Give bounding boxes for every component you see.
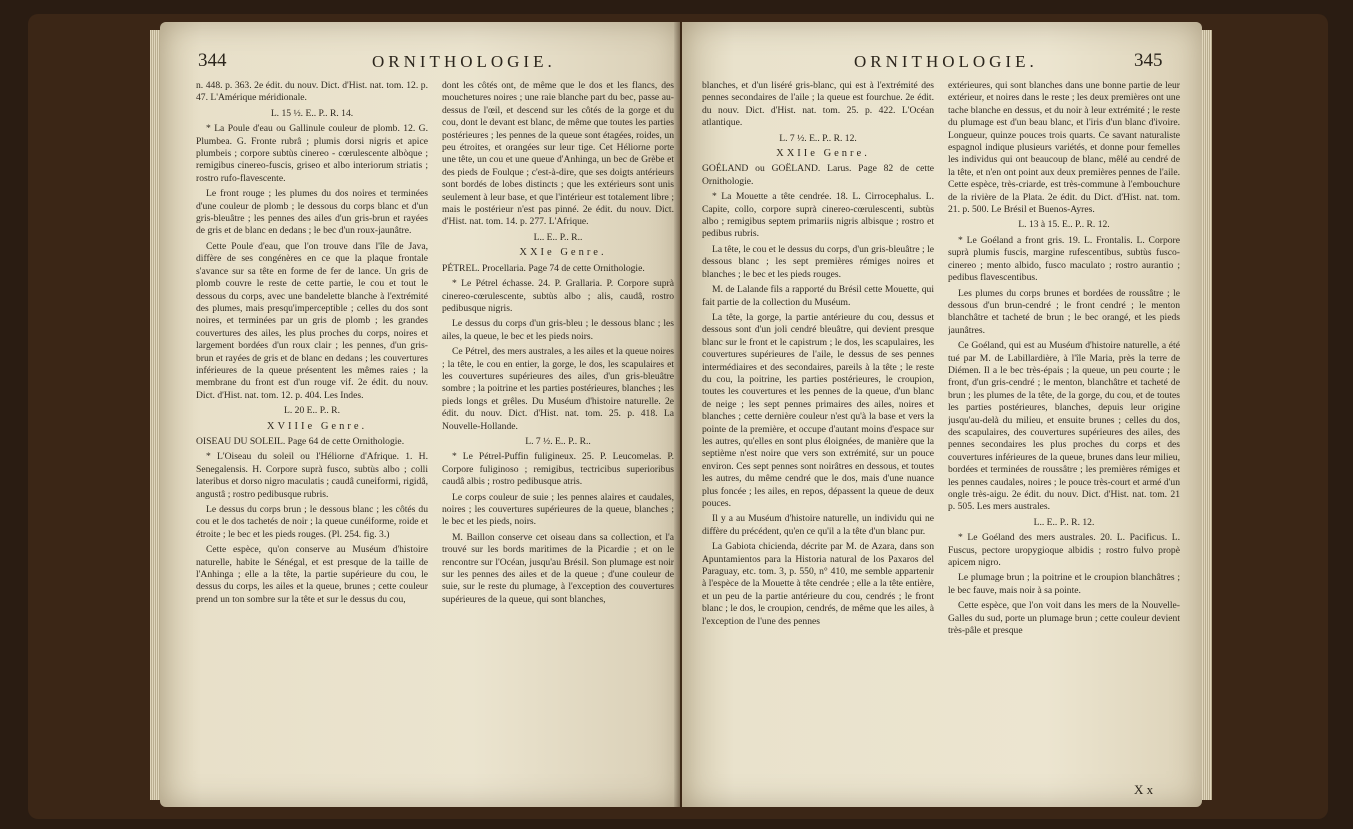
genre-heading: XVIIIe Genre. — [266, 420, 368, 432]
left-column-2 — [442, 80, 674, 785]
genus-title: GOÉLAND ou GOËLAND. Larus. Page 82 de cette Ornithologie. — [702, 163, 934, 187]
genus-title: OISEAU DU SOLEIL. Page 64 de cette Ornithologie. — [196, 435, 405, 447]
species-entry: * Le Pétrel échasse. 24. P. Grallaria. P. Corpore suprà cinereo-cœrulescente, subtùs albo ; alis, caudâ, rostro pedibusque nigris. — [442, 278, 674, 314]
measurements: L.. E.. P.. R.. — [533, 231, 583, 243]
right-column-2 — [948, 80, 1180, 785]
left-page — [160, 22, 680, 807]
left-column-1 — [196, 80, 428, 785]
paragraph: La tête, le cou et le dessus du corps, d'un gris-bleuâtre ; le dessous blanc ; les sept premières rémiges noires et blanches ; le bec et les pieds rouges. — [702, 243, 934, 280]
left-page-header — [160, 50, 680, 76]
measurements: L. 15 ½. E.. P.. R. 14. — [270, 107, 354, 119]
running-head: ORNITHOLOGIE. — [372, 52, 556, 71]
paragraph: La Gabiota chicienda, décrite par M. de Azara, dans son Apuntamientos para la Historia natural de los Paxaros del Paraguay, etc. tom. 3, p. 550, n° 410, me semble appartenir à l'espèce de la Mouette à tête cendrée ; elle a la tête entière, et un peu de la partie antérieure du cou, cendrés ; le front blanc ; le dos, le croupion, cendrés, de même que les ailes, à l'exception de l'une des pennes — [702, 541, 934, 627]
page-number: 345 — [1134, 50, 1163, 71]
right-page — [682, 22, 1202, 807]
species-entry: * Le Goéland des mers australes. 20. L. Pacificus. L. Fuscus, pectore uropygioque albidis ; rostro fulvo propè apicem nigro. — [948, 532, 1180, 569]
paragraph: La tête, la gorge, la partie antérieure du cou, dessus et dessous sont d'un joli cendré bleuâtre, qui devient presque blanc sur le front et le capistrum ; le dos, les scapulaires, les couvertures supérieures de l'aile, le dessus de ses pennes intermédiaires et des secondaires, pareils à la tête ; le reste du cou, la poitrine, les parties postérieures, le croupion, toutes les couvertures et les pennes de la queue, d'un blanc de neige ; les sept pennes primaires des ailes, noires et blanches ; cette dernière couleur n'est qu'à la base et vers la pointe de la première, et occupe d'autant moins d'espace sur les autres, qu'elles en sont plus éloignées, de manière que la septième n'est noire que vers son extrémité, sur un pouce environ. Ces sept pennes sont noirâtres en dessous, et toutes les autres, du même cendré que le dos, mais d'une nuance plus foncée ; les ailes, en repos, dépassent la queue de deux pouces. — [702, 311, 934, 509]
genre-heading: XXIIe Genre. — [776, 148, 870, 160]
paragraph: dont les côtés ont, de même que le dos et les flancs, des mouchetures noires ; une raie blanche part du bec, passe au-dessus de l'œil, et descend sur les côtés de la gorge et du cou, dont le devant est blanc, de même que toutes les parties postérieures ; les pennes de la queue sont étagées, roides, un peu étroites, et orangées sur leur tige. Cet Héliorne porte une tête, un cou et une queue d'Anhinga, un bec de Grèbe et des pieds de Foulque ; c'est-à-dire, que ses doigts antérieurs sont bordés de lobes distincts ; que les extérieurs sont unis seulement à leur base, et que l'intérieur est totalement libre ; mais le postérieur n'est pas pinné. 2e édit. du nouv. Dict. d'Hist. nat. tom. 14. p. 277. L'Afrique. — [442, 80, 674, 228]
paragraph: M. de Lalande fils a rapporté du Brésil cette Mouette, qui fait partie de la collection du Muséum. — [702, 284, 934, 308]
measurements: L. 7 ½. E.. P.. R.. — [525, 435, 591, 447]
species-entry: * Le Pétrel-Puffin fuligineux. 25. P. Leucomelas. P. Corpore fuliginoso ; remigibus, tectricibus superioribus caudâ albis ; rostro pedibusque atris. — [442, 451, 674, 488]
page-edges-left — [150, 30, 160, 800]
signature-mark: X x — [1134, 782, 1154, 797]
measurements: L. 13 à 15. E.. P.. R. 12. — [1018, 219, 1110, 231]
right-column-1 — [702, 80, 934, 785]
genre-heading: XXIe Genre. — [519, 247, 607, 259]
paragraph: Cette Poule d'eau, que l'on trouve dans l'île de Java, diffère de ses congénères en ce que la plaque frontale s'avance sur sa tête en forme de fer de lance. Un gris de plomb couvre le reste de cette partie, le cou et tout le dessous du corps, avec une bandelette blanche à l'extrémité des plumes, mais presqu'imperceptible ; celles du dos sont noires, et terminées par un gris de plomb ; les grandes couvertures des ailes, les plus proches du corps, noires et largement bordées d'un roux clair ; les pennes, d'un gris-brun et rayées de gris et de blanc en dedans ; les couvertures inférieures de la queue présentent les mêmes raies ; la membrane du front est d'un rouge vif. 2e édit. du nouv. Dict. d'Hist. nat. tom. 12. p. 404. Les Indes. — [196, 240, 428, 401]
paragraph: Il y a au Muséum d'histoire naturelle, un individu qui ne diffère du précédent, qu'en ce qu'il a la tête d'un blanc pur. — [702, 513, 934, 537]
species-entry: * La Poule d'eau ou Gallinule couleur de plomb. 12. G. Plumbea. G. Fronte rubrâ ; plumis dorsi nigris et apice plumbeis ; corpore subtùs cinereo - cœrulescente albòque ; remigibus cinereo-fuscis, griseo et albo interiorum striatis ; rostro rufo-flavescente. — [196, 123, 428, 184]
paragraph: Cette espèce, qu'on conserve au Muséum d'histoire naturelle, habite le Sénégal, et est presque de la taille de l'Anhinga ; elle a la tête, la partie supérieure du cou, le dessus du corps, les ailes et la queue, brunes ; cette couleur prend un ton sombre sur la tête et sur le dessus du cou, — [196, 544, 428, 605]
measurements: L.. E.. P.. R. 12. — [1033, 516, 1095, 528]
genus-title: PÉTREL. Procellaria. Page 74 de cette Ornithologie. — [442, 262, 645, 274]
species-entry: * La Mouette a tête cendrée. 18. L. Cirrocephalus. L. Capite, collo, corpore suprà cinereo-cœrulescenti, subtùs albo ; remigibus septem primariis nigris albisque ; rostro et pedibus rubris. — [702, 191, 934, 240]
measurements: L. 7 ½. E.. P.. R. 12. — [779, 132, 857, 144]
species-entry: * L'Oiseau du soleil ou l'Héliorne d'Afrique. 1. H. Senegalensis. H. Corpore suprà fusco, subtùs albo ; colli lateribus et dorso nigro maculatis ; caudâ cuneiformi, rigidâ, angustâ ; rostro pedibusque rubris. — [196, 451, 428, 500]
right-page-header — [682, 50, 1202, 76]
paragraph: Cette espèce, que l'on voit dans les mers de la Nouvelle-Galles du sud, porte un plumage brun ; cette couleur devient très-pâle et presque — [948, 600, 1180, 637]
page-edges-right — [1202, 30, 1212, 800]
paragraph: Le corps couleur de suie ; les pennes alaires et caudales, noires ; les couvertures supérieures de la queue, blanches ; le bec et les pieds, noirs. — [442, 491, 674, 528]
paragraph: n. 448. p. 363. 2e édit. du nouv. Dict. d'Hist. nat. tom. 12. p. 47. L'Amérique méridionale. — [196, 80, 428, 104]
running-head: ORNITHOLOGIE. — [854, 52, 1038, 71]
paragraph: Le dessus du corps d'un gris-bleu ; le dessous blanc ; les ailes, la queue, le bec et les pieds noirs. — [442, 318, 674, 342]
measurements: L. 20 E.. P.. R. — [284, 405, 340, 417]
species-entry: * Le Goéland a front gris. 19. L. Frontalis. L. Corpore suprà plumis fuscis, margine rufescentibus, subtùs fusco-cinereo ; mento albido, fusco maculato ; rostro aurantio ; pedibus flavescentibus. — [948, 234, 1180, 284]
paragraph: blanches, et d'un liséré gris-blanc, qui est à l'extrémité des pennes secondaires de l'aile ; la queue est fourchue. 2e édit. du nouv. Dict. d'Hist. nat. tom. 25. p. 422. L'Océan atlantique. — [702, 80, 934, 129]
paragraph: Ce Goéland, qui est au Muséum d'histoire naturelle, a été tué par M. de Labillardière, à l'île Maria, près la terre de Diémen. Il a le bec très-épais ; la queue, un peu courte ; le front, d'un gris-cendré ; le menton, blanchâtre et tacheté de brun ; les plumes de la tête, de la gorge, du cou, et de toutes les parties postérieures, blanches, depuis leur origine jusqu'au-delà du milieu, et ensuite brunes ; celles du dos, des scapulaires, des couvertures supérieures des ailes, des pennes secondaires les plus proches du corps et des couvertures inférieures de la queue, brunes dans leur milieu, bordées et terminées de roussâtre ; les premières rémiges et les pennes caudales, noires ; le pouce très-court et armé d'un ongle très-aigu. 2e édit. du nouv. Dict. d'Hist. nat. tom. 21 p. 505. Les mers australes. — [948, 340, 1180, 513]
paragraph: extérieures, qui sont blanches dans une bonne partie de leur extérieur, et noires dans le reste ; les deux premières ont une tache blanche en dessus, et du noir à leur extrémité ; le reste du plumage est d'un beau blanc, et l'iris d'un blanc d'ivoire. Longueur, quinze pouces trois quarts. Ce savant naturaliste espagnol indique plusieurs variétés, et donne pour femelles les individus qui ont beaucoup de blanc, mêlé au cendré de la tête, et n'en ont point aux deux premières pennes de l'aile. Cette espèce, très-criarde, est très-commune à l'embouchure de la rivière de la Plata. 2e édit. du Dict. d'Hist. nat. tom. 21. p. 500. Le Brésil et Buenos-Ayres. — [948, 80, 1180, 216]
paragraph: Le dessus du corps brun ; le dessous blanc ; les côtés du cou et le dos tachetés de noir ; la queue cunéiforme, roide et étroite ; le bec et les pieds rouges. (Pl. 254. fig. 3.) — [196, 504, 428, 540]
paragraph: Le plumage brun ; la poitrine et le croupion blanchâtres ; le bec fauve, mais noir à sa pointe. — [948, 572, 1180, 596]
page-number: 344 — [198, 50, 227, 71]
paragraph: Ce Pétrel, des mers australes, a les ailes et la queue noires ; la tête, le cou en entier, la gorge, le dos, les scapulaires et les couvertures supérieures des ailes, d'un gris-bleuâtre sombre ; la poitrine et les parties postérieures, blanches ; les pieds longs et grêles. Du Muséum d'histoire naturelle. 2e édit. du nouv. Dict. d'Hist. nat. tom. 25. p. 418. La Nouvelle-Hollande. — [442, 346, 674, 432]
paragraph: Les plumes du corps brunes et bordées de roussâtre ; le dessous d'un brun-cendré ; le front cendré ; le menton blanchâtre et tacheté de brun ; le bec orangé, et les pieds jaunâtres. — [948, 287, 1180, 336]
paragraph: Le front rouge ; les plumes du dos noires et terminées d'une couleur de plomb ; le dessous du corps blanc et d'un gris-bleuâtre ; les pennes des ailes d'un gris-brun et rayées de gris et de blanc en dedans ; le bec d'un roux-jaunâtre. — [196, 188, 428, 237]
paragraph: M. Baillon conserve cet oiseau dans sa collection, et l'a trouvé sur les bords maritimes de la Picardie ; et on le rencontre sur l'Océan, jusqu'au Brésil. Son plumage est noir sur les pennes des ailes et de la queue ; d'une couleur de suie, sur le reste du plumage, à l'exception des couvertures supérieures de la queue, qui sont blanches, — [442, 531, 674, 605]
